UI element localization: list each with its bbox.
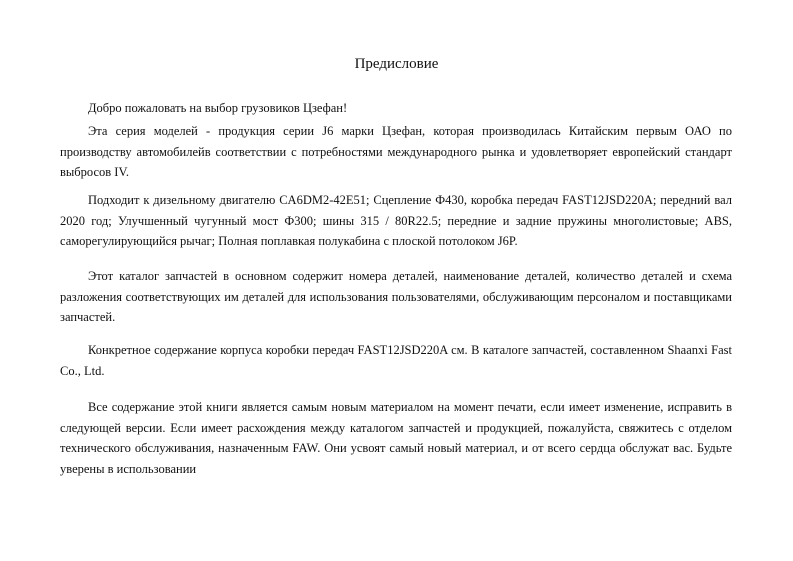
paragraph-gearbox-reference: Конкретное содержание корпуса коробки передач FAST12JSD220A см. В каталоге запчастей, составленном Shaanxi Fast Co., Ltd.	[60, 343, 732, 378]
paragraph-specifications: Подходит к дизельному двигателю CA6DM2-42E51; Сцепление Ф430, коробка передач FAST12JSD220A; передний вал 2020 год; Улучшенный чугунный мост Ф300; шины 315 / 80R22.5; передние и задние пружины многолистовые; ABS, саморегулирующийся рычаг; Полная поплавкая полукабина с плоской потолоком J6P.	[60, 193, 732, 248]
paragraph-updates-notice: Все содержание этой книги является самым новым материалом на момент печати, если имеет изменение, исправить в следующей версии. Если имеет расхождения между каталогом запчастей и продукцией, пожалуйста, свяжитесь с отделом технического обслуживания, назначенным FAW. Они усвоят самый новый материал, и от всего сердца обслужат вас. Будьте уверены в использовании	[60, 400, 732, 476]
paragraph-welcome: Добро пожаловать на выбор грузовиков Цзефан!	[88, 101, 348, 115]
paragraph-series-intro: Эта серия моделей - продукция серии J6 марки Цзефан, которая производилась Китайским первым ОАО по производству автомобилейв соответствии с потребностями международного рынка и удовлетворяет европейский стандарт выбросов IV.	[60, 124, 732, 179]
paragraph-catalog-contents: Этот каталог запчастей в основном содержит номера деталей, наименование деталей, количество деталей и схема разложения соответствующих им деталей для использования пользователями, обслуживающим персоналом и поставщиками запчастей.	[60, 269, 732, 324]
page-title: Предисловие	[354, 56, 439, 72]
